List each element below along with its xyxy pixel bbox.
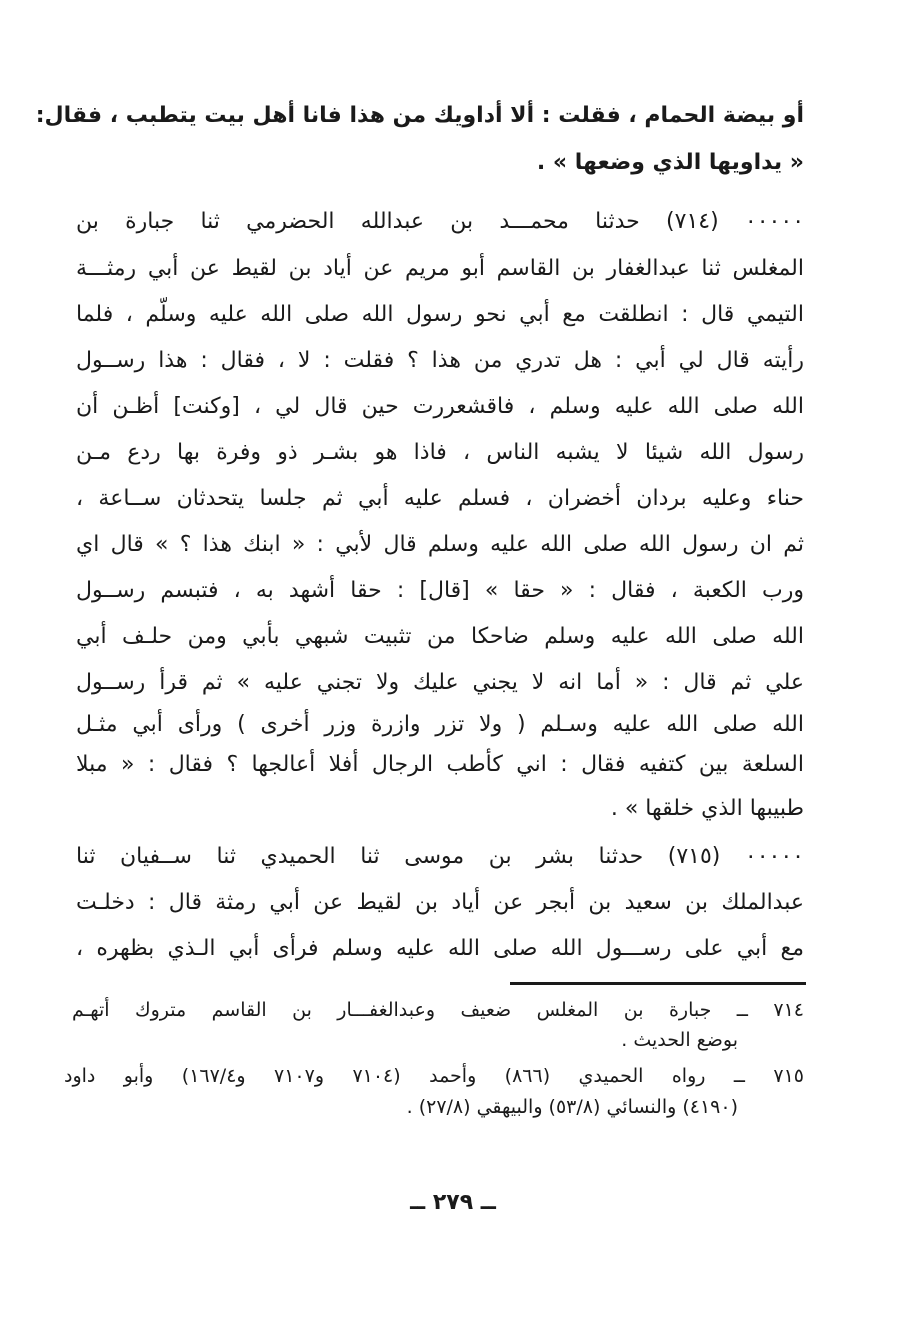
hadith-714-line: الله صلى الله عليه وسلم ضاحكا من تثبيت شبهي بأبي ومن حلـف أبي bbox=[76, 624, 804, 649]
hadith-714-line: السلعة بين كتفيه فقال : اني كأطب الرجال أفلا أعالجها ؟ فقال : « مبلا bbox=[76, 752, 804, 777]
text-line: أو بيضة الحمام ، فقلت : ألا أداويك من هذا فانا أهل بيت يتطبب ، فقال: bbox=[35, 103, 804, 128]
hadith-714-line: المغلس ثنا عبدالغفار بن القاسم أبو مريم عن أياد بن لقيط عن أبي رمثـــة bbox=[76, 256, 804, 281]
text-line: « يداويها الذي وضعها » . bbox=[536, 150, 804, 175]
footnote-715-continuation: (٤١٩٠) والنسائي (٥٣/٨) والبيهقي (٢٧/٨) . bbox=[406, 1096, 738, 1118]
hadith-714-line: التيمي قال : انطلقت مع أبي نحو رسول الله صلى الله عليه وسلّم ، فلما bbox=[76, 302, 804, 327]
hadith-714-line: رسول الله شيئا لا يشبه الناس ، فاذا هو بشـر ذو وفرة بها ردع مـن bbox=[76, 440, 804, 465]
hadith-714-line: الله صلى الله عليه وسلم ، فاقشعررت حين قال لي ، [وكنت] أظـن أن bbox=[76, 394, 804, 419]
footnote-714-continuation: بوضع الحديث . bbox=[621, 1029, 738, 1051]
hadith-714-line: ورب الكعبة ، فقال : « حقا » [قال] : حقا أشهد به ، فتبسم رســول bbox=[76, 578, 804, 603]
hadith-715-line: مع أبي على رســـول الله صلى الله عليه وسلم فرأى أبي الـذي بظهره ، bbox=[76, 936, 804, 961]
footnote-715: ٧١٥ ــ رواه الحميدي (٨٦٦) وأحمد (٧١٠٤ و٧١٠٧ و١٦٧/٤) وأبو داود bbox=[64, 1065, 805, 1087]
hadith-714-line: علي ثم قال : « أما انه لا يجني عليك ولا تجني عليه » ثم قرأ رســول bbox=[76, 670, 804, 695]
hadith-714-line: ٠٠٠٠٠ (٧١٤) حدثنا محمـــد بن عبدالله الحضرمي ثنا جبارة بن bbox=[76, 209, 805, 234]
hadith-714-line: الله صلى الله عليه وسـلم ( ولا تزر وازرة وزر أخرى ) ورأى أبي مثـل bbox=[76, 712, 804, 737]
footnote-separator bbox=[510, 982, 806, 985]
hadith-714-line: طبيبها الذي خلقها » . bbox=[610, 796, 804, 821]
hadith-714-line: ثم ان رسول الله صلى الله عليه وسلم قال لأبي : « ابنك هذا ؟ » قال اي bbox=[76, 532, 804, 557]
hadith-715-line: عبدالملك بن سعيد بن أبجر عن أياد بن لقيط عن أبي رمثة قال : دخلـت bbox=[76, 890, 804, 915]
footnote-714: ٧١٤ ــ جبارة بن المغلس ضعيف وعبدالغفـــار بن القاسم متروك أتهـم bbox=[72, 999, 804, 1021]
hadith-714-line: حناء وعليه بردان أخضران ، فسلم عليه أبي ثم جلسا يتحدثان ســاعة ، bbox=[76, 486, 804, 511]
hadith-714-line: رأيته قال لي أبي : هل تدري من هذا ؟ فقلت : لا ، فقال : هذا رســول bbox=[76, 348, 804, 373]
hadith-715-line: ٠٠٠٠٠ (٧١٥) حدثنا بشر بن موسى ثنا الحميدي ثنا ســفيان ثنا bbox=[76, 844, 804, 869]
page-number: ــ ٢٧٩ ــ bbox=[410, 1190, 496, 1215]
